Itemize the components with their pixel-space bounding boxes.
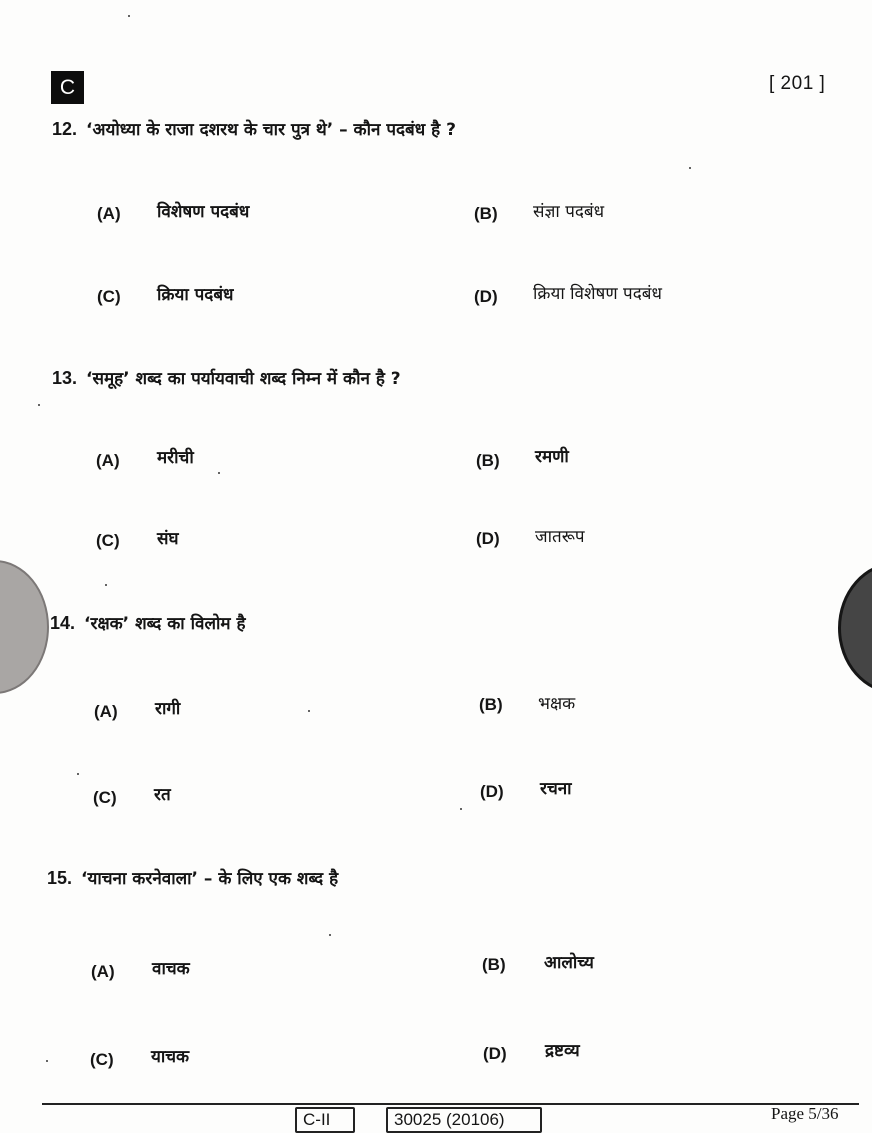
option-letter: (B)	[476, 451, 500, 470]
option-text: क्रिया पदबंध	[157, 285, 234, 305]
option-text: जातरूप	[535, 527, 585, 547]
scan-speck	[689, 167, 691, 169]
scan-speck	[308, 710, 310, 712]
question-number: 15.	[47, 868, 73, 888]
question-13	[52, 366, 401, 389]
option-letter: (D)	[476, 529, 500, 548]
scan-speck	[218, 472, 220, 474]
question-text: ‘रक्षक’ शब्द का विलोम है	[84, 614, 246, 634]
scan-speck	[105, 584, 107, 586]
option-letter: (D)	[474, 287, 498, 306]
option-text: आलोच्य	[544, 953, 594, 973]
binder-hole-right	[838, 562, 872, 694]
footer-code-box: 30025 (20106)	[386, 1107, 542, 1133]
option-letter: (A)	[96, 451, 120, 470]
option-text: मरीची	[157, 448, 194, 468]
option-letter: (A)	[91, 962, 115, 981]
question-12	[52, 117, 456, 140]
option-letter: (C)	[97, 287, 121, 306]
option-letter: (B)	[479, 695, 503, 714]
option-letter: (C)	[93, 788, 117, 807]
page-number: Page 5/36	[771, 1104, 839, 1123]
question-text: ‘समूह’ शब्द का पर्यायवाची शब्द निम्न में कौन है ?	[86, 369, 401, 389]
option-text: भक्षक	[538, 694, 576, 714]
set-badge: C	[51, 71, 84, 104]
question-number: 14.	[50, 613, 76, 633]
option-letter: (C)	[96, 531, 120, 550]
option-letter: (A)	[97, 204, 121, 223]
option-letter: (B)	[482, 955, 506, 974]
question-text: ‘अयोध्या के राजा दशरथ के चार पुत्र थे’ – कौन पदबंध है ?	[86, 120, 456, 140]
option-text: रमणी	[535, 447, 569, 467]
option-letter: (D)	[480, 782, 504, 801]
option-text: रत	[154, 785, 171, 805]
option-letter: (B)	[474, 204, 498, 223]
option-text: विशेषण पदबंध	[157, 202, 250, 222]
option-text: याचक	[151, 1047, 190, 1067]
scan-speck	[128, 15, 130, 17]
question-14	[50, 611, 246, 634]
option-text: रागी	[155, 699, 181, 719]
option-text: क्रिया विशेषण पदबंध	[533, 284, 662, 304]
scan-speck	[38, 404, 40, 406]
scan-speck	[460, 808, 462, 810]
option-text: वाचक	[152, 959, 190, 979]
scan-speck	[77, 773, 79, 775]
question-15	[47, 866, 338, 889]
question-number: 13.	[52, 368, 78, 388]
option-text: द्रष्टव्य	[545, 1041, 580, 1061]
scan-speck	[46, 1060, 48, 1062]
binder-hole-left	[0, 560, 49, 694]
footer-set-box: C-II	[295, 1107, 355, 1133]
option-letter: (A)	[94, 702, 118, 721]
option-text: संज्ञा पदबंध	[533, 202, 605, 222]
option-text: रचना	[540, 779, 572, 799]
paper-code: [ 201 ]	[769, 73, 826, 94]
question-number: 12.	[52, 119, 78, 139]
scan-speck	[329, 934, 331, 936]
question-text: ‘याचना करनेवाला’ – के लिए एक शब्द है	[81, 869, 339, 889]
option-letter: (C)	[90, 1050, 114, 1069]
option-text: संघ	[157, 529, 179, 549]
footer-rule	[42, 1103, 859, 1105]
option-letter: (D)	[483, 1044, 507, 1063]
